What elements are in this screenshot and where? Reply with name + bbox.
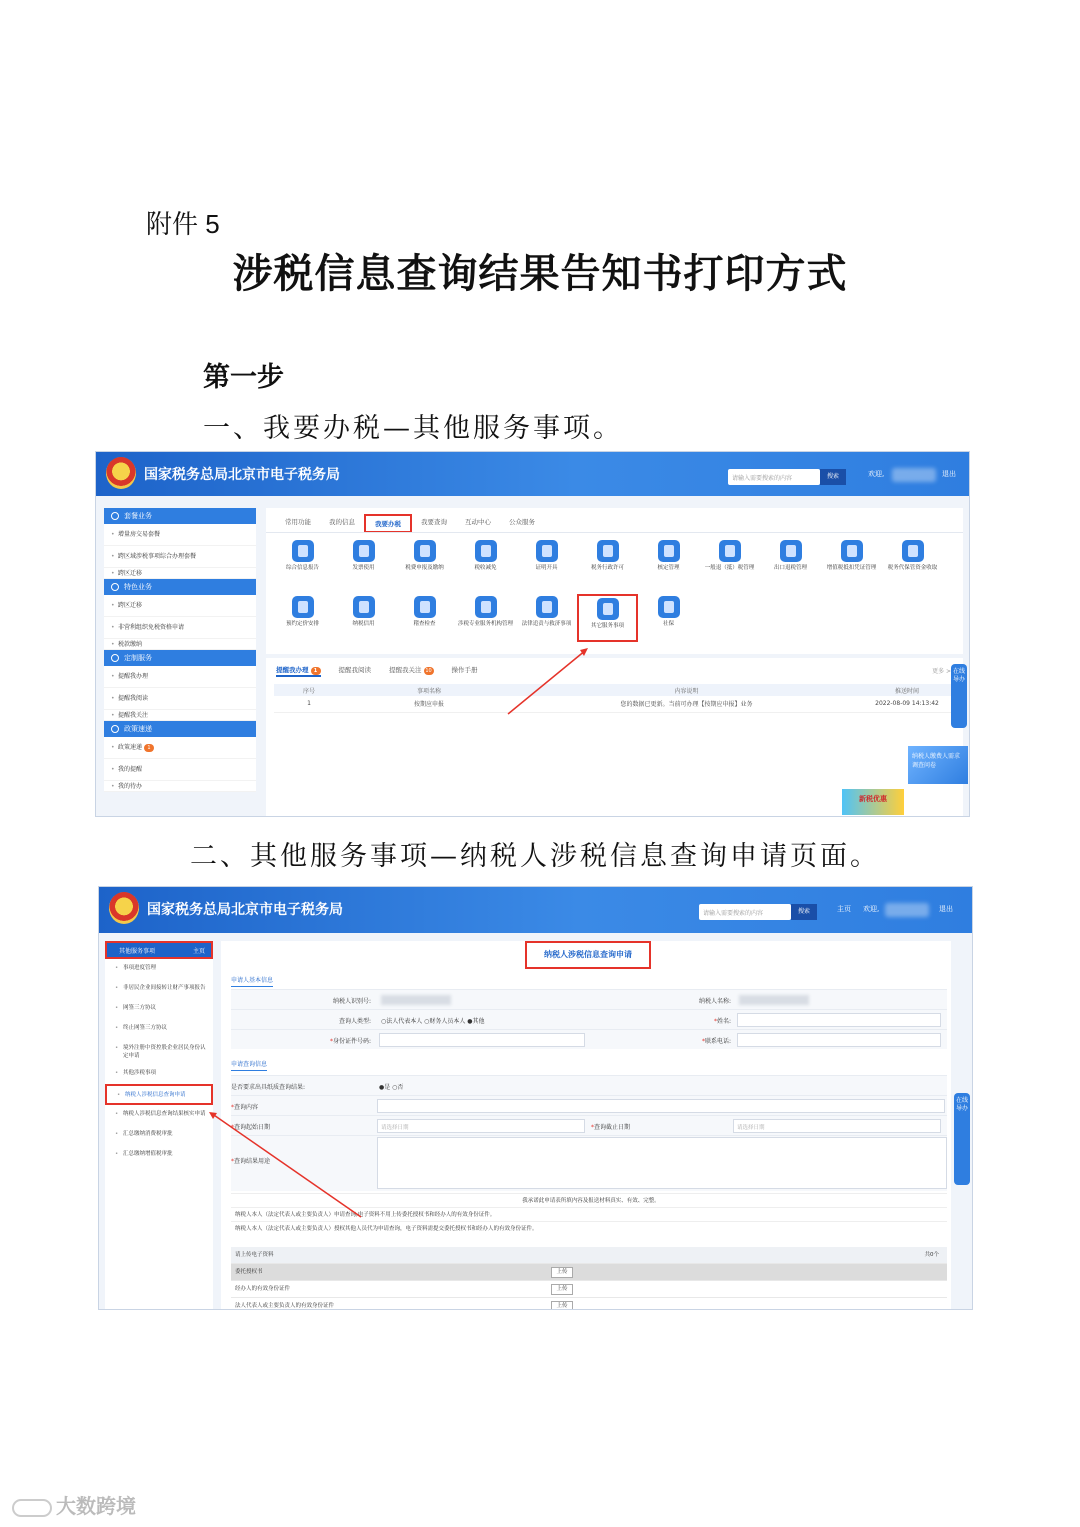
online-guide-tab[interactable]: 在线导办 xyxy=(954,1093,970,1185)
service-label: 出口退税管理 xyxy=(773,565,807,571)
tab-common[interactable]: 常用功能 xyxy=(285,518,311,526)
sidebar-item[interactable]: • 我的待办 xyxy=(104,781,256,792)
upload-row: 委托授权书 上传 xyxy=(231,1264,947,1281)
red-arrow-pointer xyxy=(99,887,973,1310)
promise-text: 我承诺此申请表所填内容及报送材料真实、有效、完整。 xyxy=(231,1193,947,1207)
count-badge: 1 xyxy=(311,667,321,675)
note-line-two: 纳税人本人（法定代表人或主要负责人）授权其他人员代为申请查询，电子资料需提交委托授权书和经办人的有效身份证件。 xyxy=(231,1221,947,1235)
row-description: 您的数据已更新。当前可办理【按期应申报】业务 xyxy=(514,696,859,712)
count-badge: 10 xyxy=(425,668,432,674)
sidebar-header[interactable]: 其他服务事项 主页 xyxy=(105,941,213,959)
sidebar-item[interactable]: • 非营利组织免税资格申请 xyxy=(104,617,256,639)
tab-interaction[interactable]: 互动中心 xyxy=(465,518,491,526)
paper-result-label: 是否要求出具纸质查询结果: xyxy=(231,1084,306,1091)
taxname-label: 纳税人名称: xyxy=(698,998,731,1005)
promo-banner[interactable]: 新税优惠 xyxy=(842,789,904,815)
start-date-label: 查询起始日期 xyxy=(234,1124,271,1131)
welcome-text: 欢迎, xyxy=(863,905,880,913)
service-label: 税务代保管资金收取 xyxy=(887,565,938,571)
name-label: *姓名: xyxy=(713,1018,731,1025)
phone-label: *联系电话: xyxy=(701,1038,731,1045)
start-date-field[interactable]: 请选择日期 xyxy=(377,1119,585,1133)
column-header: 推送时间 xyxy=(859,684,955,696)
service-label: 纳税信用 xyxy=(352,621,375,627)
watermark: 大数跨境 xyxy=(12,1490,136,1519)
upload-row: 经办人的有效身份证件 上传 xyxy=(231,1281,947,1298)
upload-button[interactable]: 上传 xyxy=(551,1301,573,1310)
search-input[interactable]: 请输入需要搜索的内容 xyxy=(728,469,820,485)
service-label: 发票使用 xyxy=(352,565,375,571)
sidebar-group-special[interactable]: 特色业务 xyxy=(104,579,256,595)
upload-button[interactable]: 上传 xyxy=(551,1284,573,1295)
paper-result-radios[interactable]: ●是 ○否 xyxy=(379,1084,404,1091)
upload-row: 法人代表人或主要负责人的有效身份证件 上传 xyxy=(231,1298,947,1310)
column-header: 序号 xyxy=(274,684,344,696)
end-date-field[interactable]: 请选择日期 xyxy=(733,1119,941,1133)
querytype-radios[interactable]: ○法人代表本人 ○财务人员本人 ●其他 xyxy=(381,1018,485,1025)
sidebar-item[interactable]: • 汇总缴纳增值税审批 xyxy=(105,1145,213,1165)
section-query-info: 申请查询信息 xyxy=(231,1059,267,1071)
logout-link[interactable]: 退出 xyxy=(942,470,956,478)
service-label: 增值税抵扣凭证管理 xyxy=(826,565,877,571)
red-arrow-pointer xyxy=(96,452,970,817)
sidebar-item[interactable]: • 事项进度管理 xyxy=(105,959,213,979)
watermark-logo-icon xyxy=(12,1499,52,1517)
note-line-one: 纳税人本人（法定代表人或主要负责人）申请查询,电子资料不用上传委托授权书和经办人的有效身份证件。 xyxy=(231,1207,947,1221)
caption-one: 一、我要办税—其他服务事项。 xyxy=(203,413,623,444)
home-link[interactable]: 主页 xyxy=(837,905,851,913)
section-basic-info: 申请人基本信息 xyxy=(231,975,273,987)
service-label: 稽查检查 xyxy=(413,621,436,627)
portal-brand: 国家税务总局北京市电子税务局 xyxy=(144,467,340,483)
caption-two: 二、其他服务事项—纳税人涉税信息查询申请页面。 xyxy=(190,841,880,872)
row-time: 2022-08-09 14:13:42 xyxy=(859,696,955,712)
upload-count: 共0个 xyxy=(924,1252,939,1258)
sidebar-item[interactable]: • 提醒我办理 xyxy=(104,666,256,688)
service-label: 一般退（抵）税管理 xyxy=(704,565,755,571)
tab-remind-follow[interactable]: 提醒我关注 10 xyxy=(389,666,432,674)
more-link[interactable]: 更多 > xyxy=(932,668,951,675)
row-name: 按期应申报 xyxy=(344,696,514,712)
column-header: 事项名称 xyxy=(344,684,514,696)
end-date-label: *查询截止日期 xyxy=(591,1124,631,1131)
tab-tax-handling[interactable]: 我要办税 xyxy=(364,514,412,533)
tab-query[interactable]: 我要查询 xyxy=(421,518,447,526)
service-label: 综合信息报告 xyxy=(285,565,319,571)
sidebar-item[interactable]: • 我的提醒 xyxy=(104,759,256,781)
sidebar-item[interactable]: • 非居民企业间接转让财产事项报告 xyxy=(105,979,213,999)
service-label: 税务行政许可 xyxy=(590,565,624,571)
online-guide-tab[interactable]: 在线导办 xyxy=(951,664,967,728)
document-title: 涉税信息查询结果告知书打印方式 xyxy=(232,250,848,297)
sidebar-item[interactable]: • 增量房交易套餐 xyxy=(104,524,256,546)
sidebar-item[interactable]: • 境外注册中资控股企业居民身份认定申请 xyxy=(105,1039,213,1064)
service-label: 预约定价安排 xyxy=(285,621,319,627)
sidebar-item-policy[interactable]: • 政策速递 1 xyxy=(104,737,256,759)
upload-header: 请上传电子资料 共0个 xyxy=(231,1247,947,1264)
content-label: *查询内容 xyxy=(231,1104,259,1111)
tab-remind-handle[interactable]: 提醒我办理 1 xyxy=(276,665,321,677)
survey-promo[interactable]: 纳税人缴费人需求调查问卷 xyxy=(908,746,968,784)
tab-my-info[interactable]: 我的信息 xyxy=(329,518,355,526)
step-heading: 第一步 xyxy=(203,362,284,393)
sidebar-item[interactable]: • 跨区域涉税事项综合办理套餐 xyxy=(104,546,256,568)
sidebar-group-custom[interactable]: 定制服务 xyxy=(104,650,256,666)
taxid-label: 纳税人识别号: xyxy=(332,998,371,1005)
sidebar-item[interactable]: • 纳税人涉税信息查询结果核实申请 xyxy=(105,1105,213,1125)
sidebar-item[interactable]: • 跨区迁移 xyxy=(104,568,256,579)
service-label: 证明开具 xyxy=(535,565,558,571)
screenshot-tax-portal-home xyxy=(95,451,970,817)
page-title: 纳税人涉税信息查询申请 xyxy=(525,941,651,969)
service-label: 税收减免 xyxy=(474,565,497,571)
tab-public[interactable]: 公众服务 xyxy=(509,518,535,526)
screenshot-query-application xyxy=(98,886,973,1310)
welcome-text: 欢迎, xyxy=(868,470,885,478)
sidebar-item[interactable]: • 税款缴纳 xyxy=(104,639,256,650)
sidebar-item[interactable]: • 提醒我关注 xyxy=(104,710,256,721)
sidebar-item[interactable]: • 跨区迁移 xyxy=(104,595,256,617)
service-label: 其它服务事项 xyxy=(590,623,624,629)
service-label: 法律追责与救济事项 xyxy=(521,621,572,627)
portal-brand: 国家税务总局北京市电子税务局 xyxy=(147,902,343,918)
purpose-label: *查询结果用途 xyxy=(231,1158,271,1165)
row-number: 1 xyxy=(274,696,344,712)
service-label: 涉税专业服务机构管理 xyxy=(457,621,513,627)
tab-manual[interactable]: 操作手册 xyxy=(451,666,478,674)
tab-remind-read[interactable]: 提醒我阅读 xyxy=(338,666,371,674)
idno-label: *身份证件号码: xyxy=(329,1038,371,1045)
attachment-label: 附件 5 xyxy=(146,209,220,239)
service-label: 核定管理 xyxy=(657,565,680,571)
service-label: 税费申报及缴纳 xyxy=(405,565,444,571)
sidebar-item[interactable]: • 提醒我阅读 xyxy=(104,688,256,710)
querytype-label: 查询人类型: xyxy=(338,1018,371,1025)
search-button[interactable]: 搜索 xyxy=(791,904,817,920)
service-label: 社保 xyxy=(662,621,674,627)
home-link[interactable]: 主页 xyxy=(192,948,205,955)
sidebar-group-package[interactable]: 套餐业务 xyxy=(104,508,256,524)
sidebar-item[interactable]: • 纳税人涉税信息查询申请 xyxy=(105,1084,213,1105)
search-input[interactable]: 请输入需要搜索的内容 xyxy=(699,904,791,920)
sidebar-item[interactable]: • 其他涉税事项 xyxy=(105,1064,213,1084)
column-header: 内容说明 xyxy=(514,684,859,696)
sidebar-item[interactable]: • 网签三方协议 xyxy=(105,999,213,1019)
search-button[interactable]: 搜索 xyxy=(820,469,846,485)
upload-button[interactable]: 上传 xyxy=(551,1267,573,1278)
logout-link[interactable]: 退出 xyxy=(939,905,953,913)
sidebar-item[interactable]: • 终止网签三方协议 xyxy=(105,1019,213,1039)
count-badge: 1 xyxy=(144,744,154,752)
sidebar-item[interactable]: • 汇总缴纳消费税审批 xyxy=(105,1125,213,1145)
sidebar-group-policy[interactable]: 政策速递 xyxy=(104,721,256,737)
